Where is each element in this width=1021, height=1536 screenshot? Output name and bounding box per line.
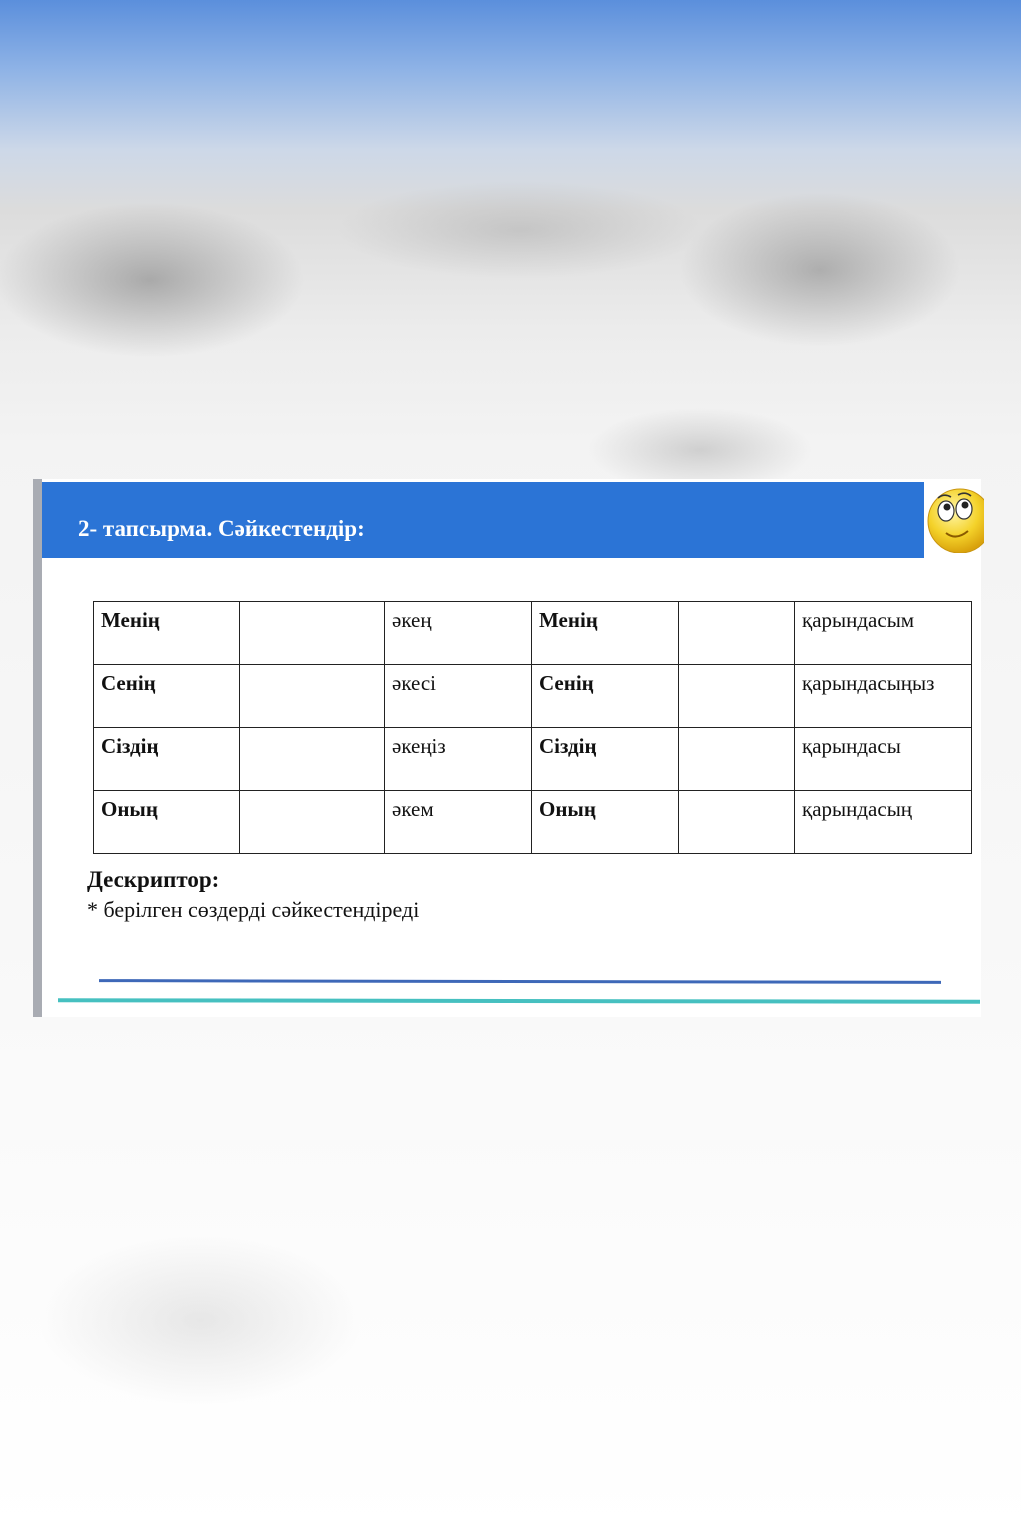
task-title: 2- тапсырма. Сәйкестендір: — [78, 516, 365, 541]
table-row — [94, 602, 972, 665]
table-cell-pronoun: Сенің — [532, 665, 679, 728]
table-cell-word: қарындасы — [795, 728, 972, 791]
table-cell-blank[interactable] — [679, 665, 795, 728]
table-row — [94, 791, 972, 854]
matching-table — [93, 601, 972, 854]
table-cell-word: әкеңіз — [385, 728, 532, 791]
table-cell-word: әкем — [385, 791, 532, 854]
table-cell-blank[interactable] — [240, 665, 385, 728]
table-row — [94, 665, 972, 728]
table-cell-blank[interactable] — [679, 728, 795, 791]
task-slide — [33, 479, 981, 1017]
table-cell-pronoun: Сіздің — [94, 728, 240, 791]
table-cell-pronoun: Менің — [532, 602, 679, 665]
thinking-smiley-icon — [924, 487, 984, 553]
table-cell-word: әкесі — [385, 665, 532, 728]
divider-line-teal — [58, 998, 980, 1004]
table-cell-word: қарындасыңыз — [795, 665, 972, 728]
table-cell-pronoun: Оның — [532, 791, 679, 854]
table-cell-blank[interactable] — [240, 728, 385, 791]
table-cell-word: қарындасым — [795, 602, 972, 665]
table-cell-blank[interactable] — [240, 791, 385, 854]
table-cell-pronoun: Оның — [94, 791, 240, 854]
table-cell-word: әкең — [385, 602, 532, 665]
descriptor-text: * берілген сөздерді сәйкестендіреді — [87, 897, 420, 922]
table-cell-blank[interactable] — [679, 602, 795, 665]
table-cell-pronoun: Сіздің — [532, 728, 679, 791]
divider-line-blue — [99, 979, 941, 984]
table-cell-blank[interactable] — [679, 791, 795, 854]
descriptor-title: Дескриптор: — [87, 867, 220, 892]
table-cell-blank[interactable] — [240, 602, 385, 665]
table-row — [94, 728, 972, 791]
table-cell-pronoun: Менің — [94, 602, 240, 665]
table-cell-pronoun: Сенің — [94, 665, 240, 728]
title-banner — [42, 482, 924, 558]
table-cell-word: қарындасың — [795, 791, 972, 854]
